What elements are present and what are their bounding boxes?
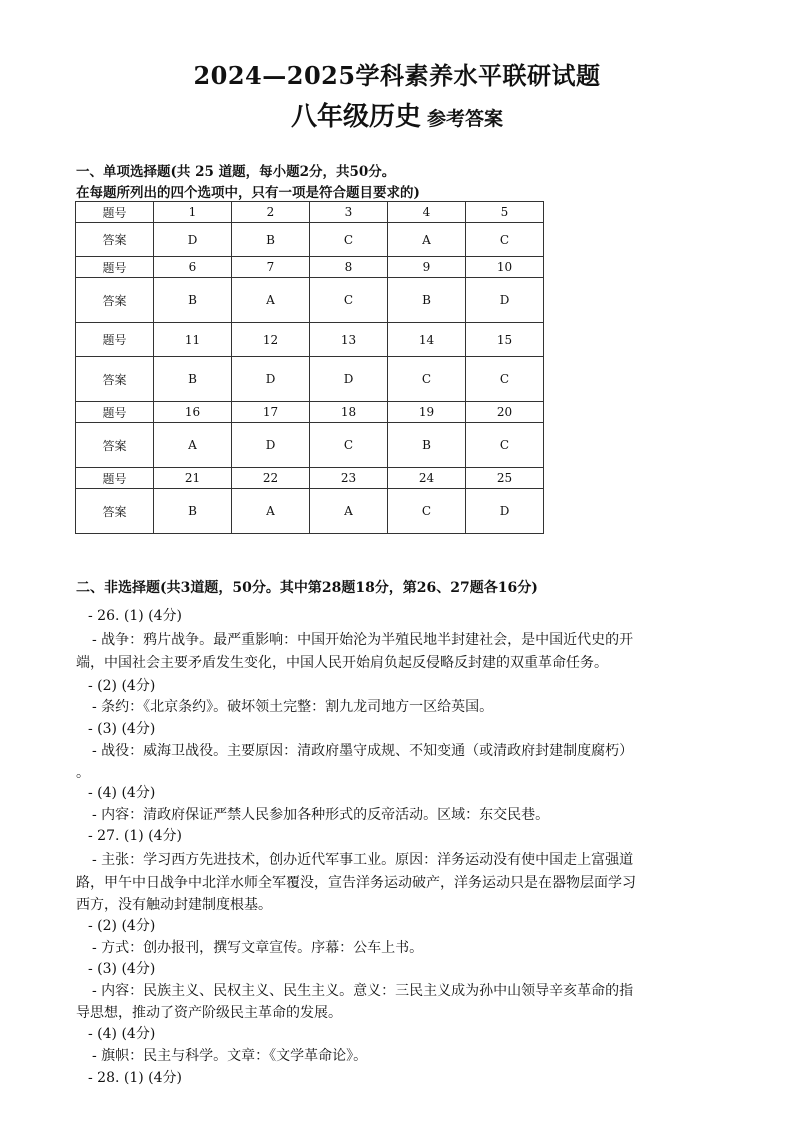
question-number-cell: 21 — [154, 468, 232, 489]
answer-cell: C — [310, 223, 388, 257]
part-header: - (3) (4分) — [88, 721, 156, 737]
question-number-cell: 19 — [388, 402, 466, 423]
answer-cell: D — [310, 357, 388, 402]
answer-row — [76, 357, 544, 402]
question-number-cell: 5 — [466, 202, 544, 223]
answer-row — [76, 423, 544, 468]
question-number-cell: 6 — [154, 257, 232, 278]
page-subtitle — [0, 96, 794, 133]
answer-line: - 条约：《北京条约》。破坏领土完整：割九龙司地方一区给英国。 — [92, 699, 494, 715]
answer-cell: B — [154, 357, 232, 402]
answer-cell: C — [466, 423, 544, 468]
answer-label-cell: 答案 — [76, 423, 154, 468]
answer-label-cell: 答案 — [76, 489, 154, 534]
answer-line: 路，甲午中日战争中北洋水师全军覆没，宣告洋务运动破产，洋务运动只是在器物层面学习 — [76, 875, 636, 891]
q26-part1-header: - 26. (1) (4分) — [88, 608, 183, 624]
answer-cell: D — [232, 357, 310, 402]
answer-cell: B — [154, 489, 232, 534]
question-number-cell: 24 — [388, 468, 466, 489]
question-number-cell: 20 — [466, 402, 544, 423]
answer-line: - 战役：威海卫战役。主要原因：清政府墨守成规、不知变通（或清政府封建制度腐朽） — [92, 743, 634, 759]
q28-part1-header: - 28. (1) (4分) — [88, 1070, 183, 1086]
answer-cell: D — [466, 489, 544, 534]
question-label-cell: 题号 — [76, 257, 154, 278]
answer-cell: C — [466, 357, 544, 402]
answer-line: - 内容：清政府保证严禁人民参加各种形式的反帝活动。区域：东交民巷。 — [92, 807, 550, 823]
answer-cell: C — [310, 423, 388, 468]
answer-row — [76, 489, 544, 534]
part-header: - (2) (4分) — [88, 918, 156, 934]
answer-line: - 战争：鸦片战争。最严重影响：中国开始沦为半殖民地半封建社会，是中国近代史的开 — [92, 632, 634, 648]
question-number-cell: 25 — [466, 468, 544, 489]
answer-label-cell: 答案 — [76, 223, 154, 257]
part-header: - (4) (4分) — [88, 1026, 156, 1042]
answer-line: - 方式：创办报刊，撰写文章宣传。序幕：公车上书。 — [92, 940, 424, 956]
part-header: - (3) (4分) — [88, 961, 156, 977]
answer-cell: A — [388, 223, 466, 257]
answer-label-cell: 答案 — [76, 357, 154, 402]
answer-cell: C — [388, 489, 466, 534]
answer-cell: A — [310, 489, 388, 534]
question-number-cell: 17 — [232, 402, 310, 423]
question-number-cell: 3 — [310, 202, 388, 223]
question-number-cell: 11 — [154, 323, 232, 357]
question-number-cell: 23 — [310, 468, 388, 489]
answer-cell: D — [154, 223, 232, 257]
section1-heading: 一、单项选择题(共 25 道题，每小题2分，共50分。 — [76, 164, 396, 180]
question-label-cell: 题号 — [76, 202, 154, 223]
answer-cell: C — [466, 223, 544, 257]
q27-part1-header: - 27. (1) (4分) — [88, 828, 183, 844]
answer-cell: A — [232, 489, 310, 534]
question-number-row — [76, 202, 544, 223]
question-number-cell: 7 — [232, 257, 310, 278]
answer-key-label: 参考答案 — [427, 108, 504, 130]
answer-cell: D — [232, 423, 310, 468]
question-number-cell: 12 — [232, 323, 310, 357]
question-number-row — [76, 323, 544, 357]
question-number-cell: 15 — [466, 323, 544, 357]
section2-heading: 二、非选择题(共3道题，50分。其中第28题18分，第26、27题各16分) — [76, 580, 538, 596]
question-number-cell: 13 — [310, 323, 388, 357]
answer-line: - 旗帜：民主与科学。文章：《文学革命论》。 — [92, 1048, 368, 1064]
question-number-cell: 4 — [388, 202, 466, 223]
answer-line: 导思想，推动了资产阶级民主革命的发展。 — [76, 1005, 342, 1021]
question-label-cell: 题号 — [76, 402, 154, 423]
question-number-cell: 1 — [154, 202, 232, 223]
answer-cell: B — [232, 223, 310, 257]
question-number-cell: 9 — [388, 257, 466, 278]
grade-subject: 八年级历史 — [290, 102, 421, 132]
question-number-cell: 14 — [388, 323, 466, 357]
answer-row — [76, 278, 544, 323]
question-number-cell: 18 — [310, 402, 388, 423]
answer-line: 。 — [76, 765, 90, 781]
question-number-cell: 8 — [310, 257, 388, 278]
answer-line: 西方，没有触动封建制度根基。 — [76, 897, 272, 913]
answer-line: - 主张：学习西方先进技术，创办近代军事工业。原因：洋务运动没有使中国走上富强道 — [92, 852, 634, 868]
question-number-row — [76, 402, 544, 423]
answer-cell: A — [154, 423, 232, 468]
answer-line: - 内容：民族主义、民权主义、民生主义。意义：三民主义成为孙中山领导辛亥革命的指 — [92, 983, 634, 999]
part-header: - (4) (4分) — [88, 785, 156, 801]
answer-cell: C — [388, 357, 466, 402]
answer-cell: C — [310, 278, 388, 323]
answer-cell: B — [388, 278, 466, 323]
answer-cell: A — [232, 278, 310, 323]
part-header: - (2) (4分) — [88, 678, 156, 694]
answer-table — [75, 201, 544, 534]
answer-line: 端，中国社会主要矛盾发生变化，中国人民开始肩负起反侵略反封建的双重革命任务。 — [76, 655, 608, 671]
section1-note: 在每题所列出的四个选项中，只有一项是符合题目要求的) — [76, 185, 420, 201]
question-number-row — [76, 468, 544, 489]
answer-cell: D — [466, 278, 544, 323]
question-number-cell: 22 — [232, 468, 310, 489]
question-label-cell: 题号 — [76, 323, 154, 357]
page-title: 2024—2025学科素养水平联研试题 — [193, 61, 601, 90]
answer-cell: B — [154, 278, 232, 323]
answer-cell: B — [388, 423, 466, 468]
question-label-cell: 题号 — [76, 468, 154, 489]
question-number-cell: 2 — [232, 202, 310, 223]
question-number-cell: 10 — [466, 257, 544, 278]
answer-label-cell: 答案 — [76, 278, 154, 323]
question-number-cell: 16 — [154, 402, 232, 423]
question-number-row — [76, 257, 544, 278]
answer-row — [76, 223, 544, 257]
